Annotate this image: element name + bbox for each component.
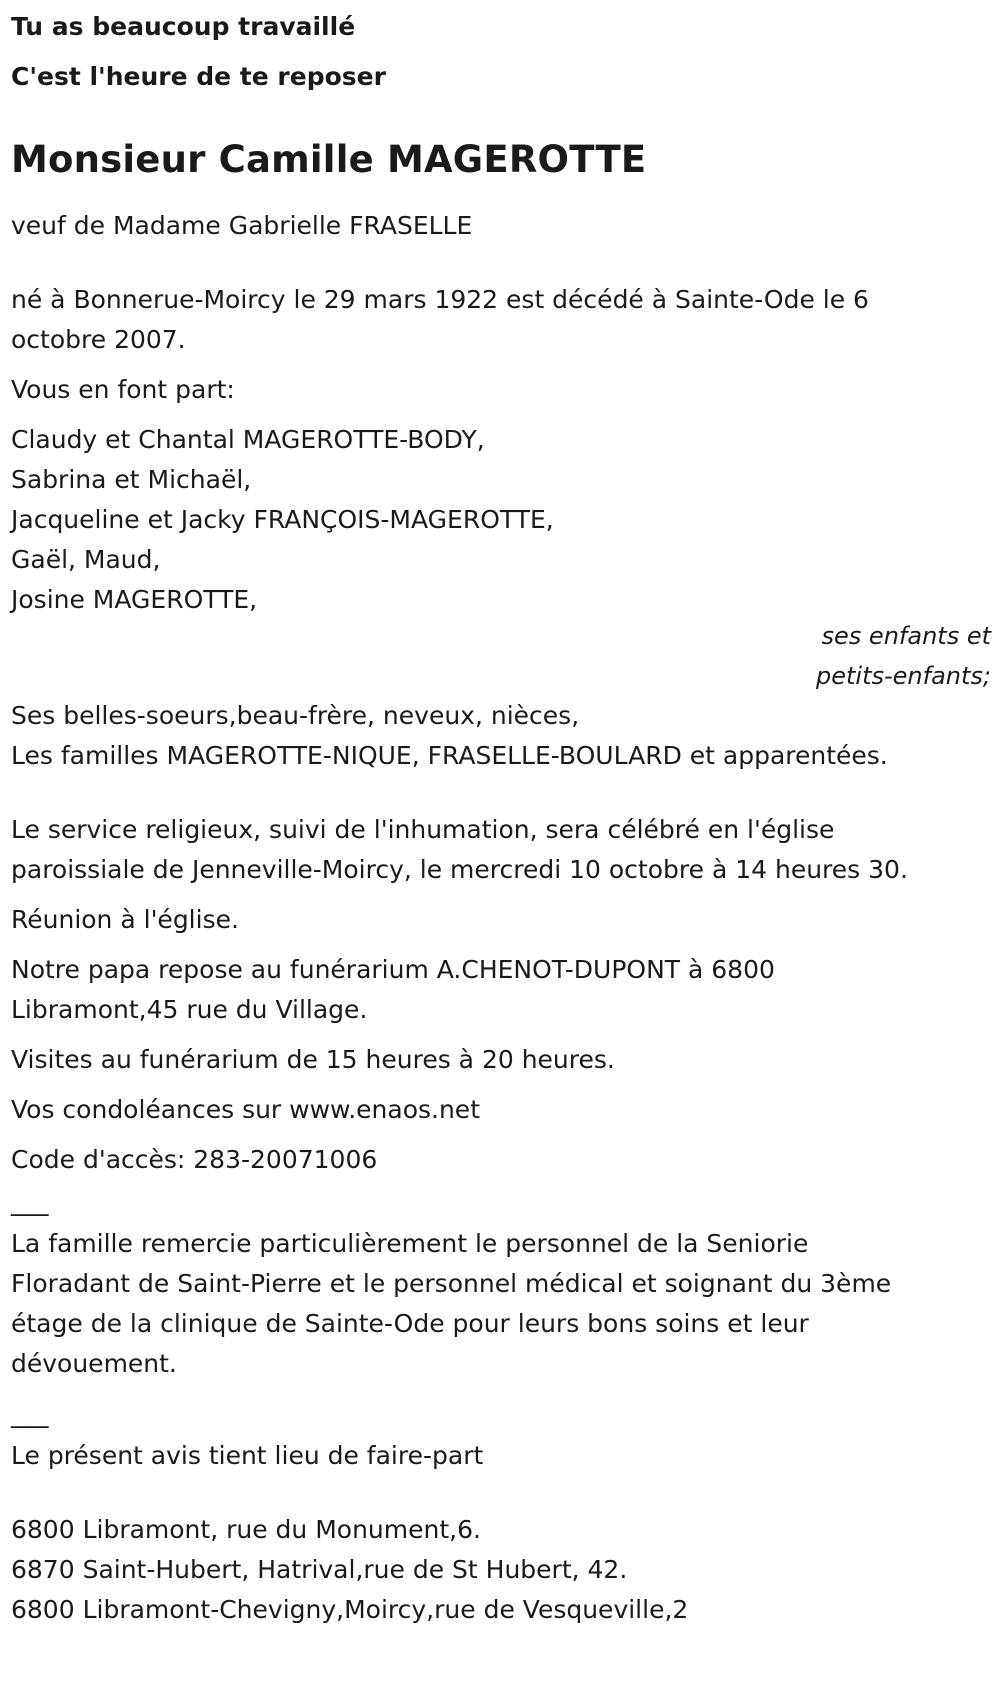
family-list: [11, 420, 991, 620]
thanks-line-1: La famille remercie particulièrement le personnel de la Seniorie: [11, 1229, 809, 1258]
family-member: Claudy et Chantal MAGEROTTE-BODY,: [11, 425, 485, 454]
address-list: [11, 1510, 991, 1630]
motto-line-2: C'est l'heure de te reposer: [11, 62, 386, 91]
address-line: 6800 Libramont-Chevigny,Moircy,rue de Vesqueville,2: [11, 1595, 689, 1624]
obituary-notice: [11, 0, 991, 1630]
thanks-line-3: étage de la clinique de Sainte-Ode pour leurs bons soins et leur: [11, 1309, 809, 1338]
thanks-line-2: Floradant de Saint-Pierre et le personnel médical et soignant du 3ème: [11, 1269, 892, 1298]
family-role-line-2: petits-enfants;: [816, 662, 991, 690]
spacer: [11, 1476, 991, 1510]
address-line: 6870 Saint-Hubert, Hatrival,rue de St Hubert, 42.: [11, 1555, 628, 1584]
rest-line-2: Libramont,45 rue du Village.: [11, 995, 368, 1024]
spacer: [11, 190, 991, 206]
family-role: [11, 616, 991, 696]
service-line-1: Le service religieux, suivi de l'inhumation, sera célébré en l'église: [11, 815, 835, 844]
extended-family-line-1: Ses belles-soeurs,beau-frère, neveux, nièces,: [11, 701, 580, 730]
family-member: Sabrina et Michaël,: [11, 465, 252, 494]
spacer: [11, 410, 991, 420]
separator: ___: [11, 1187, 49, 1216]
spacer: [11, 1384, 991, 1392]
service-line-2: paroissiale de Jenneville-Moircy, le mercredi 10 octobre à 14 heures 30.: [11, 855, 908, 884]
spacer: [11, 1030, 991, 1040]
family-member: Gaël, Maud,: [11, 545, 161, 574]
visits-line: Visites au funérarium de 15 heures à 20 heures.: [11, 1045, 615, 1074]
spouse-line: veuf de Madame Gabrielle FRASELLE: [11, 211, 473, 240]
family-role-line-1: ses enfants et: [821, 622, 991, 650]
announce-intro: Vous en font part:: [11, 375, 235, 404]
birth-death-line-2: octobre 2007.: [11, 325, 186, 354]
separator: ___: [11, 1399, 49, 1428]
spacer: [11, 776, 991, 810]
notice-line: Le présent avis tient lieu de faire-part: [11, 1441, 484, 1470]
spacer: [11, 890, 991, 900]
extended-family-line-2: Les familles MAGEROTTE-NIQUE, FRASELLE-BOULARD et apparentées.: [11, 741, 888, 770]
address-line: 6800 Libramont, rue du Monument,6.: [11, 1515, 481, 1544]
spacer: [11, 246, 991, 280]
spacer: [11, 940, 991, 950]
thanks-line-4: dévouement.: [11, 1349, 177, 1378]
spacer: [11, 1080, 991, 1090]
family-member: Josine MAGEROTTE,: [11, 585, 258, 614]
access-code-line: Code d'accès: 283-20071006: [11, 1145, 378, 1174]
meeting-line: Réunion à l'église.: [11, 905, 239, 934]
spacer: [11, 360, 991, 370]
family-member: Jacqueline et Jacky FRANÇOIS-MAGEROTTE,: [11, 505, 554, 534]
rest-line-1: Notre papa repose au funérarium A.CHENOT-DUPONT à 6800: [11, 955, 775, 984]
deceased-name: Monsieur Camille MAGEROTTE: [11, 138, 647, 181]
spacer: [11, 1130, 991, 1140]
condolences-line: Vos condoléances sur www.enaos.net: [11, 1095, 480, 1124]
motto-line-1: Tu as beaucoup travaillé: [11, 12, 356, 41]
birth-death-line-1: né à Bonnerue-Moircy le 29 mars 1922 est décédé à Sainte-Ode le 6: [11, 285, 869, 314]
